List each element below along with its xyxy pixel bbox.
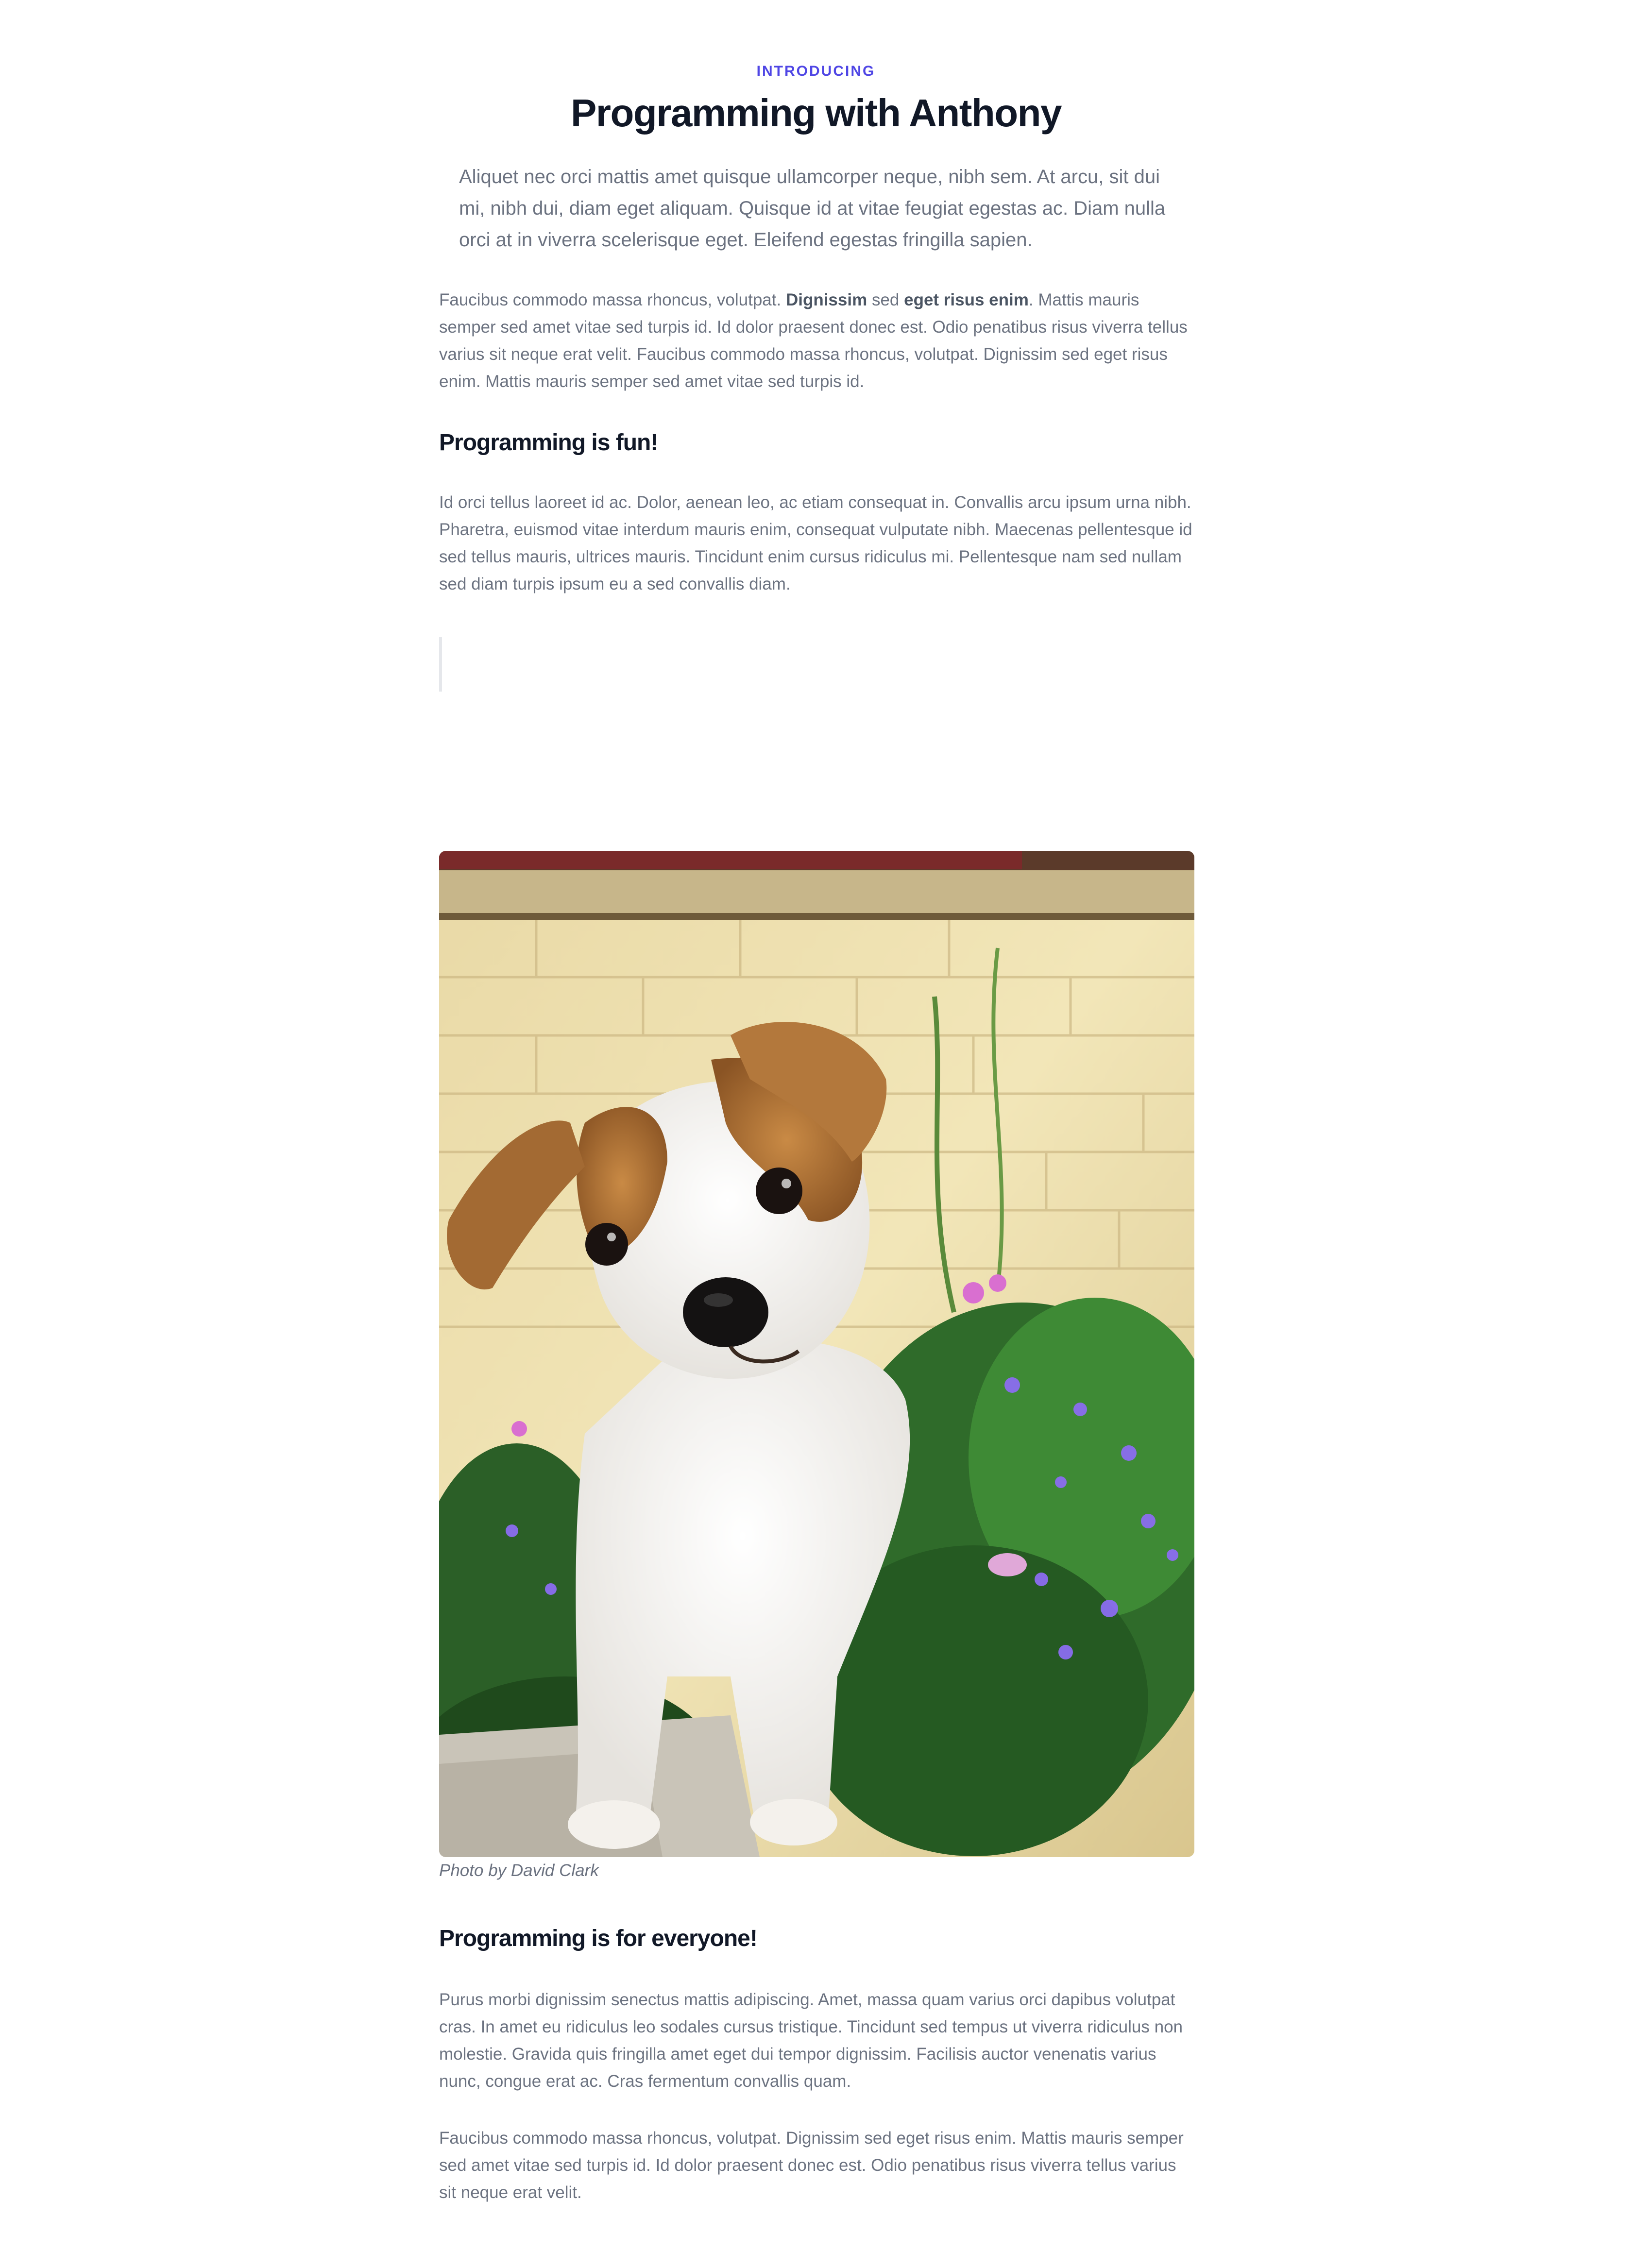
puppy-illustration (439, 851, 1194, 1857)
eyebrow-label: INTRODUCING (756, 63, 876, 79)
photo-caption: Photo by David Clark (439, 1861, 599, 1880)
closing-paragraph: Faucibus commodo massa rhoncus, volutpat. Dignissim sed eget risus enim. Mattis mauris semper sed amet vitae sed turpis id. Id dolor praesent donec est. Odio penatibus risus viverra tellus varius sit neque erat velit. (439, 2129, 1184, 2202)
puppy-photo (439, 851, 1194, 1857)
fun-paragraph: Id orci tellus laoreet id ac. Dolor, aenean leo, ac etiam consequat in. Convallis arcu ipsum urna nibh. Pharetra, euismod vitae interdum mauris enim, consequat vulputate nibh. Maecenas pellentesque id sed tellus mauris, ultrices mauris. Tincidunt enim cursus ridiculus mi. Pellentesque nam sed nullam sed diam turpis ipsum eu a sed convallis diam. (439, 493, 1192, 593)
intro-text-3: . Mattis mauris semper sed amet vitae sed turpis id. Id dolor praesent donec est. Odio penatibus risus viverra tellus varius sit neque erat velit. Faucibus commodo massa rhoncus, volutpat. Dignissim sed eget risus enim. Mattis mauris semper sed amet vitae sed turpis id. (439, 290, 1188, 391)
intro-text-2: sed (867, 290, 904, 309)
blockquote-border (439, 637, 442, 692)
intro-bold-1: Dignissim (785, 290, 867, 309)
lead-paragraph: Aliquet nec orci mattis amet quisque ullamcorper neque, nibh sem. At arcu, sit dui mi, nibh dui, diam eget aliquam. Quisque id at vitae feugiat egestas ac. Diam nulla orci at in viverra scelerisque eget. Eleifend egestas fringilla sapien. (459, 166, 1166, 251)
intro-bold-2: eget risus enim (904, 290, 1029, 309)
intro-paragraph (439, 287, 1194, 395)
section-heading-fun: Programming is fun! (439, 430, 658, 456)
everyone-paragraph: Purus morbi dignissim senectus mattis adipiscing. Amet, massa quam varius orci dapibus volutpat cras. In amet eu ridiculus leo sodales cursus tristique. Tincidunt sed tempus ut viverra ridiculus non molestie. Gravida quis fringilla amet eget dui tempor dignissim. Facilisis auctor venenatis varius nunc, congue erat ac. Cras fermentum convallis quam. (439, 1990, 1183, 2091)
intro-text-1: Faucibus commodo massa rhoncus, volutpat. (439, 290, 786, 309)
page-title: Programming with Anthony (571, 91, 1061, 135)
section-heading-everyone: Programming is for everyone! (439, 1926, 757, 1951)
